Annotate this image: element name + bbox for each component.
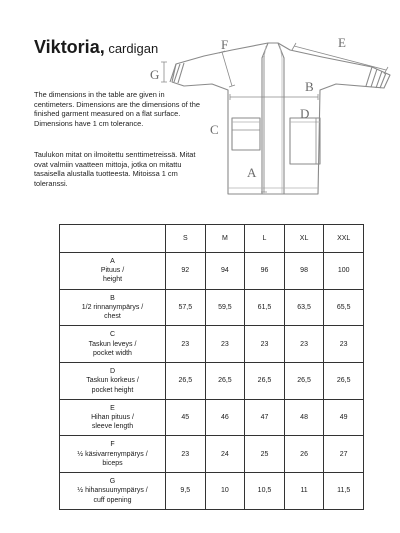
diagram-label-f: F xyxy=(221,37,229,52)
table-cell: 26,5 xyxy=(284,363,324,400)
measurement-name-fi: Pituus / xyxy=(100,267,125,275)
measurement-key: E xyxy=(110,404,115,412)
table-cell: 57,5 xyxy=(166,289,206,326)
measure-f-line xyxy=(219,51,235,87)
size-table xyxy=(59,224,364,510)
measurement-label xyxy=(60,363,166,400)
measurement-key: F xyxy=(110,441,115,449)
product-name: Viktoria, xyxy=(34,37,105,57)
right-cuff-ribbing xyxy=(366,67,386,88)
table-row xyxy=(60,436,364,473)
measurement-name-fi: ½ hihansuunympärys / xyxy=(77,487,148,495)
table-cell: 23 xyxy=(284,326,324,363)
diagram-label-d: D xyxy=(300,106,310,121)
table-cell: 65,5 xyxy=(324,289,364,326)
size-header-blank xyxy=(60,225,166,253)
description-finnish: Taulukon mitat on ilmoitettu senttimetreissä. Mitat ovat valmiin vaatteen mittoja, jotka on mitattu tasaisella alustalla tuotteesta. Mitoissa 1 cm toleranssi. xyxy=(34,150,196,188)
table-cell: 92 xyxy=(166,253,206,290)
table-row xyxy=(60,363,364,400)
diagram-label-a: A xyxy=(247,165,257,180)
measurement-name-en: chest xyxy=(104,313,121,321)
table-cell: 47 xyxy=(245,399,285,436)
table-cell: 94 xyxy=(205,253,245,290)
table-cell: 26,5 xyxy=(205,363,245,400)
table-cell: 11 xyxy=(284,473,324,510)
measure-g-line xyxy=(161,62,167,82)
measurement-name-fi: 1/2 rinnanympärys / xyxy=(81,303,144,311)
product-type: cardigan xyxy=(104,41,159,56)
table-cell: 100 xyxy=(324,253,364,290)
table-cell: 26 xyxy=(284,436,324,473)
table-cell: 27 xyxy=(324,436,364,473)
measurement-name-fi: Taskun leveys / xyxy=(88,340,137,348)
table-cell: 96 xyxy=(245,253,285,290)
table-cell: 23 xyxy=(166,436,206,473)
measurement-label xyxy=(60,253,166,290)
measurement-name-en: cuff opening xyxy=(93,496,132,504)
measurement-key: A xyxy=(110,258,115,266)
front-bands xyxy=(262,43,284,194)
description-english: The dimensions in the table are given in centimeters. Dimensions are the dimensions of the finished garment measured on a flat surface. Dimensions have 1 cm tolerance. xyxy=(34,90,200,128)
measure-b-line xyxy=(230,94,318,100)
measurement-name-fi: ½ käsivarrenympärys / xyxy=(77,450,148,458)
size-header-xl: XL xyxy=(284,225,324,253)
table-cell: 61,5 xyxy=(245,289,285,326)
size-header-xxl: XXL xyxy=(324,225,364,253)
size-header-m: M xyxy=(205,225,245,253)
measurement-name-en: sleeve length xyxy=(91,423,134,431)
table-cell: 26,5 xyxy=(166,363,206,400)
table-cell: 24 xyxy=(205,436,245,473)
diagram-label-b: B xyxy=(305,79,314,94)
measurement-key: D xyxy=(109,368,116,376)
table-cell: 46 xyxy=(205,399,245,436)
size-header-l: L xyxy=(245,225,285,253)
table-cell: 26,5 xyxy=(245,363,285,400)
measurement-name-en: pocket height xyxy=(91,386,134,394)
table-cell: 23 xyxy=(324,326,364,363)
table-row xyxy=(60,473,364,510)
table-row xyxy=(60,399,364,436)
size-header-s: S xyxy=(166,225,206,253)
measurement-key: G xyxy=(109,478,116,486)
diagram-label-g: G xyxy=(150,67,160,82)
table-cell: 63,5 xyxy=(284,289,324,326)
right-pocket xyxy=(290,118,320,164)
measurement-key: C xyxy=(109,331,116,339)
table-cell: 23 xyxy=(205,326,245,363)
measurement-label xyxy=(60,473,166,510)
measurement-label xyxy=(60,436,166,473)
table-cell: 45 xyxy=(166,399,206,436)
measurement-name-en: height xyxy=(102,276,123,284)
table-cell: 11,5 xyxy=(324,473,364,510)
table-cell: 23 xyxy=(245,326,285,363)
table-cell: 10 xyxy=(205,473,245,510)
table-cell: 98 xyxy=(284,253,324,290)
diagram-label-e: E xyxy=(338,35,346,50)
measurement-name-fi: Taskun korkeus / xyxy=(86,377,139,385)
table-cell: 25 xyxy=(245,436,285,473)
measurement-label xyxy=(60,399,166,436)
table-cell: 9,5 xyxy=(166,473,206,510)
measurement-label xyxy=(60,289,166,326)
diagram-label-c: C xyxy=(210,122,219,137)
measurement-name-en: pocket width xyxy=(93,349,132,357)
table-cell: 26,5 xyxy=(324,363,364,400)
left-pocket xyxy=(232,118,260,150)
table-row xyxy=(60,253,364,290)
table-cell: 23 xyxy=(166,326,206,363)
table-row xyxy=(60,289,364,326)
size-header-row xyxy=(60,225,364,253)
table-cell: 49 xyxy=(324,399,364,436)
measurement-label xyxy=(60,326,166,363)
measurement-name-fi: Hihan pituus / xyxy=(91,413,134,421)
measurement-key: B xyxy=(110,294,115,302)
cardigan-outline xyxy=(172,43,390,194)
table-row xyxy=(60,326,364,363)
table-cell: 10,5 xyxy=(245,473,285,510)
table-cell: 48 xyxy=(284,399,324,436)
table-cell: 59,5 xyxy=(205,289,245,326)
measurement-name-en: biceps xyxy=(102,459,123,467)
